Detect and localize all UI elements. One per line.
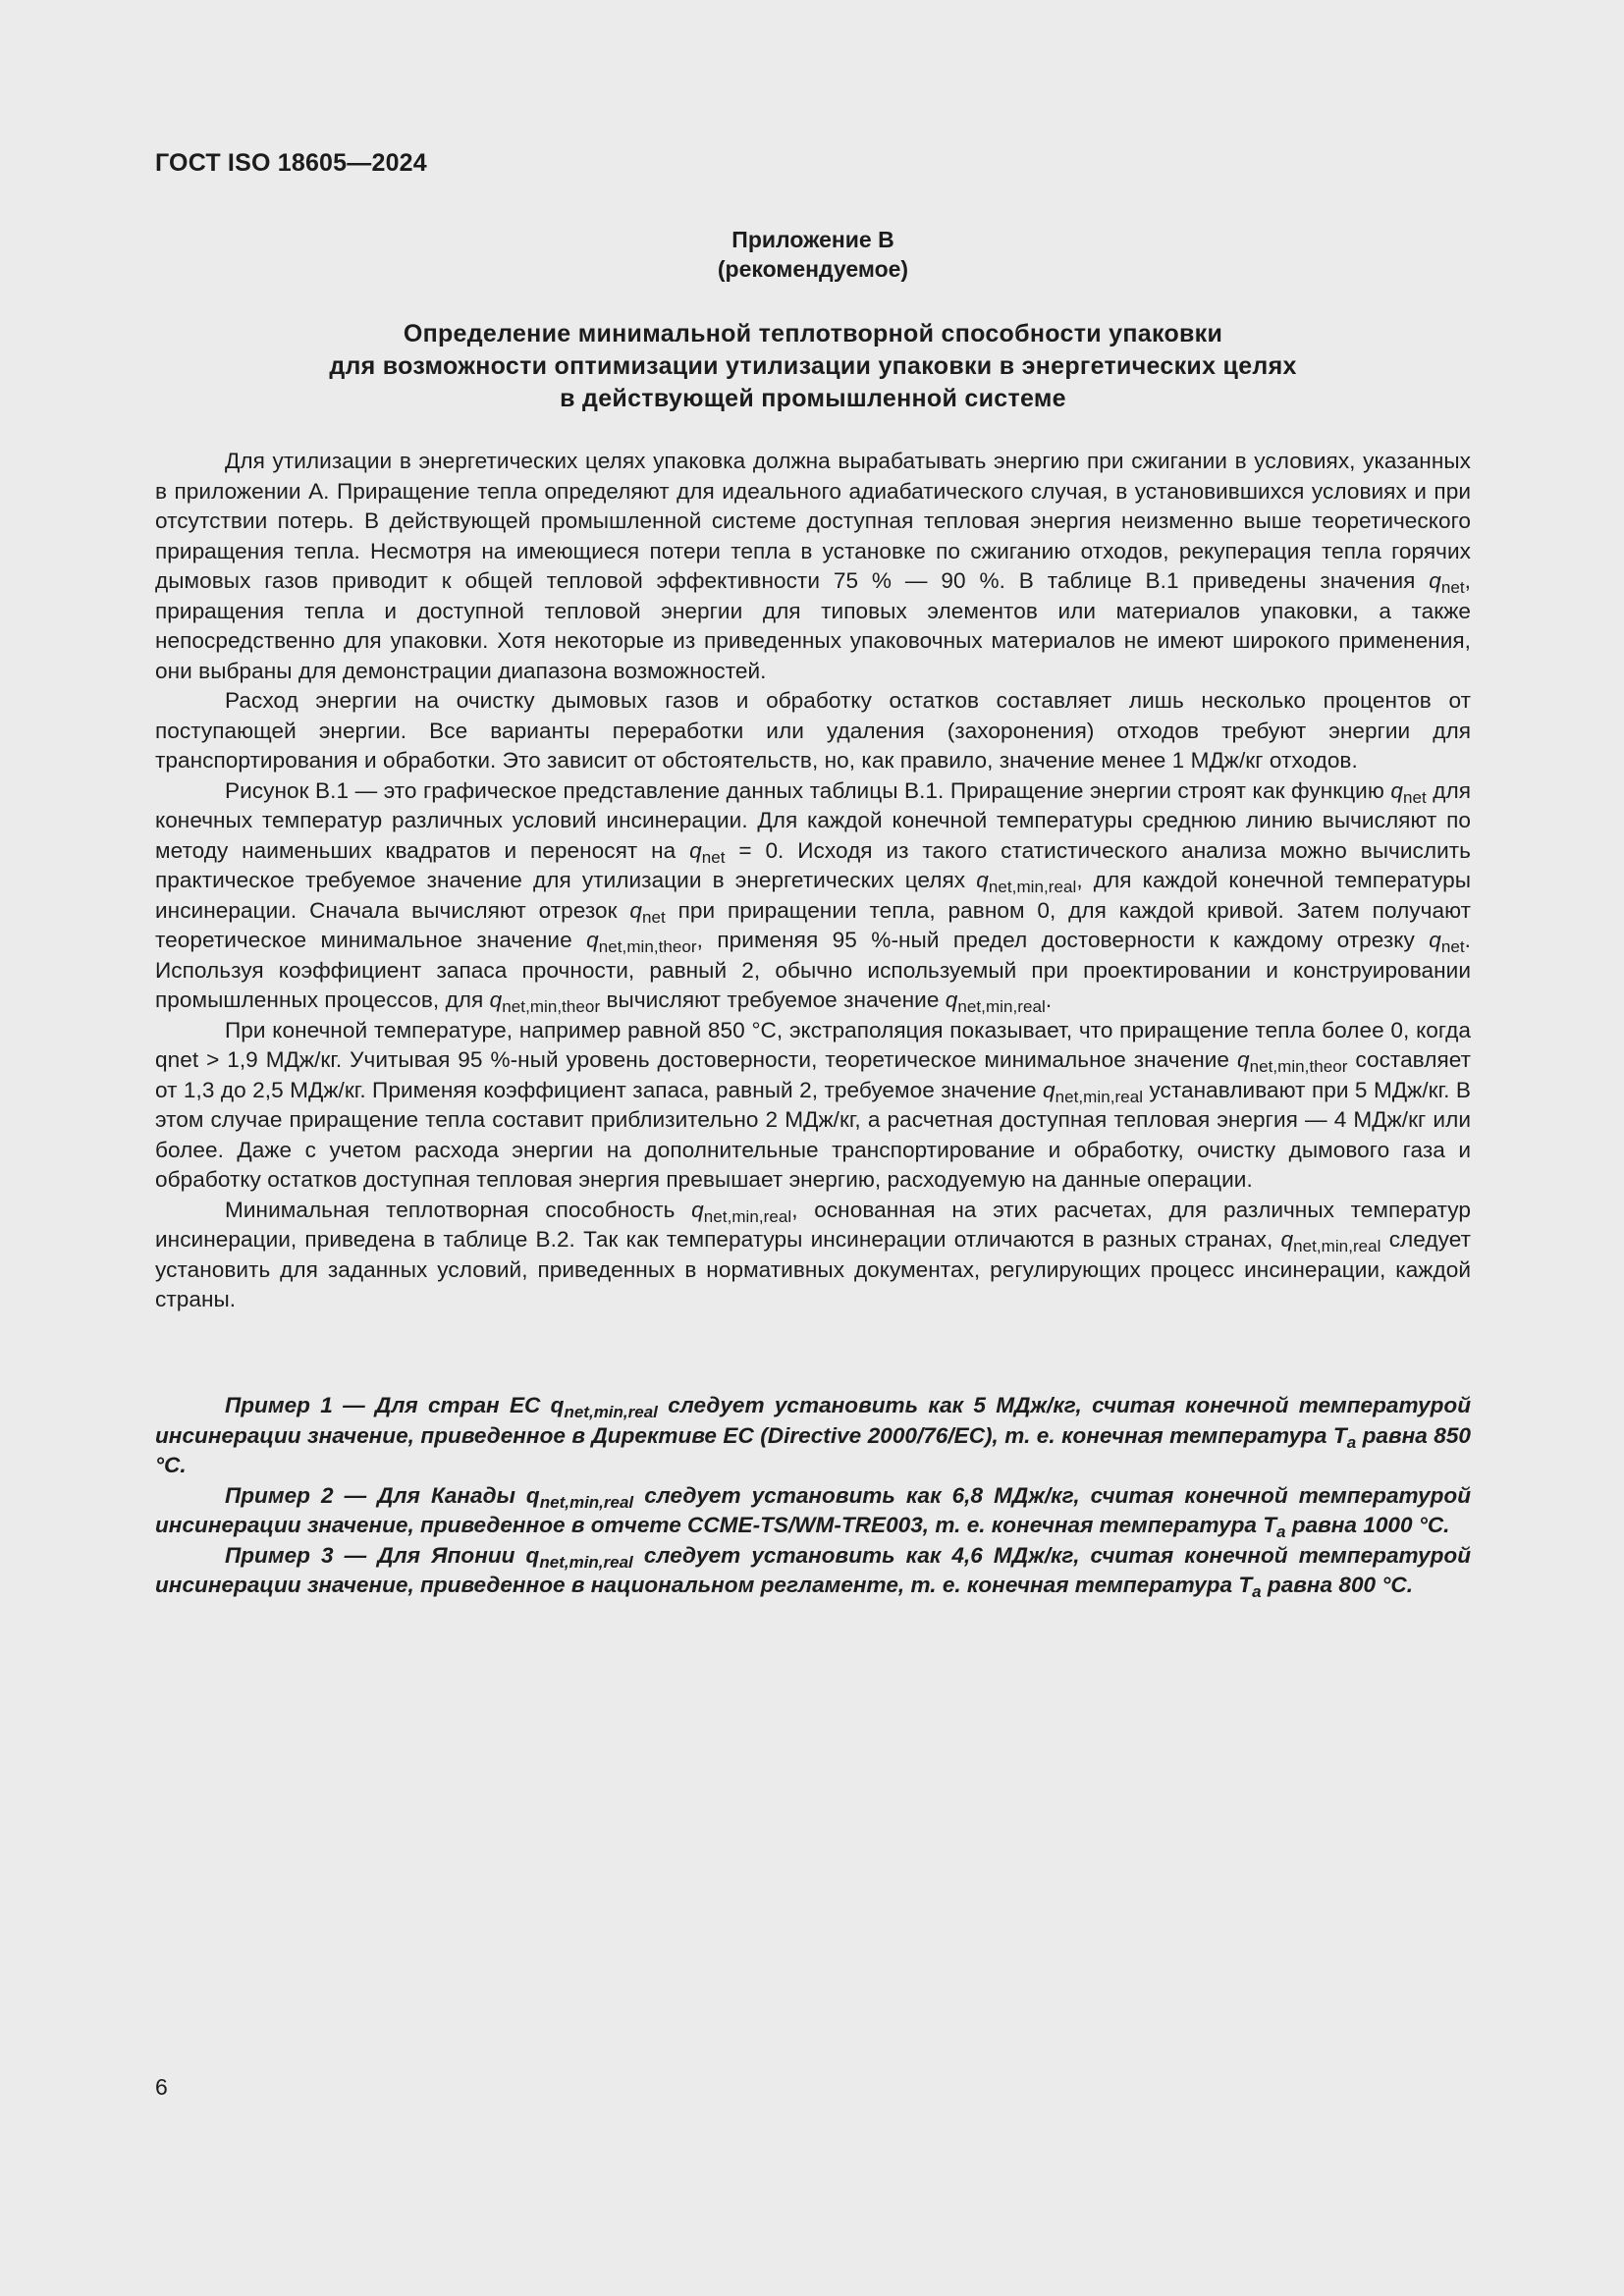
- annex-heading: [155, 225, 1471, 284]
- title-line-2: для возможности оптимизации утилизации упаковки в энергетических целях: [329, 352, 1297, 380]
- paragraph-2: Расход энергии на очистку дымовых газов и обработку остатков составляет лишь несколько процентов от поступающей энергии. Все варианты переработки или удаления (захоронения) отходов требуют энергии для транспортирования и обработки. Это зависит от обстоятельств, но, как правило, значение менее 1 МДж/кг отходов.: [155, 688, 1471, 773]
- example-2: Пример 2 — Для Канады $q_{net,min,real}$ следует установить как 6,8 МДж/кг, считая конечной температурой инсинерации значение, приведенное в отчете CCME-TS/WM-TRE003, т. е. конечная температура $T_a$ равна 1000 °С.: [155, 1482, 1472, 1541]
- paragraph-1: Для утилизации в энергетических целях упаковка должна вырабатывать энергию при сжигании в условиях, указанных в приложении А. Приращение тепла определяют для идеального адиабатического случая, в установившихся условиях и при отсутствии потерь. В действующей промышленной системе доступная тепловая энергия неизменно выше теоретического приращения тепла. Несмотря на имеющиеся потери тепла в установке по сжиганию отходов, рекуперация тепла горячих дымовых газов приводит к общей тепловой эффективности 75 % — 90 %. В таблице В.1 приведены значения $q_{net}$, приращения тепла и доступной тепловой энергии для типовых элементов или материалов упаковки, а также непосредственно для упаковки. Хотя некоторые из приведенных упаковочных материалов не имеют широкого применения, они выбраны для демонстрации диапазона возможностей.: [155, 449, 1471, 683]
- standard-header: ГОСТ ISO 18605—2024: [155, 149, 427, 177]
- examples: [155, 1391, 1471, 1601]
- example-3: Пример 3 — Для Японии $q_{net,min,real}$ следует установить как 4,6 МДж/кг, считая конечной температурой инсинерации значение, приведенное в национальном регламенте, т. е. конечная температура $T_a$ равна 800 °С.: [155, 1542, 1472, 1601]
- annex-title: Приложение В: [731, 227, 894, 252]
- document-title: [155, 318, 1471, 415]
- example-1: Пример 1 — Для стран ЕС $q_{net,min,real}$ следует установить как 5 МДж/кг, считая конечной температурой инсинерации значение, приведенное в Директиве ЕС (Directive 2000/76/EC), т. е. конечная температура $T_a$ равна 850 °С.: [155, 1393, 1471, 1477]
- annex-status: (рекомендуемое): [717, 256, 909, 282]
- title-line-1: Определение минимальной теплотворной способности упаковки: [403, 320, 1223, 347]
- paragraph-3: Рисунок В.1 — это графическое представление данных таблицы В.1. Приращение энергии строят как функцию $q_{net}$ для конечных температур различных условий инсинерации. Для каждой конечной температуры среднюю линию вычисляют по методу наименьших квадратов и переносят на $q_{net} = 0$. Исходя из такого статистического анализа можно вычислить практическое требуемое значение для утилизации в энергетических целях $q_{net,min,real}$, для каждой конечной температуры инсинерации. Сначала вычисляют отрезок $q_{net}$ при приращении тепла, равном 0, для каждой кривой. Затем получают теоретическое минимальное значение $q_{net,min,theor}$, применяя 95 %-ный предел достоверности к каждому отрезку $q_{net}$. Используя коэффициент запаса прочности, равный 2, обычно используемый при проектировании и конструировании промышленных процессов, для $q_{net,min,theor}$ вычисляют требуемое значение $q_{net,min,real}$.: [155, 777, 1471, 1016]
- body-text: [155, 447, 1471, 1315]
- paragraph-4: При конечной температуре, например равной 850 °С, экстраполяция показывает, что приращение тепла более 0, когда qnet > 1,9 МДж/кг. Учитывая 95 %-ный уровень достоверности, теоретическое минимальное значение $q_{net,min,theor}$ составляет от 1,3 до 2,5 МДж/кг. Применяя коэффициент запаса, равный 2, требуемое значение $q_{net,min,real}$ устанавливают при 5 МДж/кг. В этом случае приращение тепла составит приблизительно 2 МДж/кг, а расчетная доступная тепловая энергия — 4 МДж/кг или более. Даже с учетом расхода энергии на дополнительные транспортирование и обработку, очистку дымового газа и обработку остатков доступная тепловая энергия превышает энергию, расходуемую на данные операции.: [155, 1017, 1472, 1192]
- title-line-3: в действующей промышленной системе: [560, 385, 1066, 412]
- page-number: 6: [155, 2074, 168, 2100]
- paragraph-5: Минимальная теплотворная способность $q_{net,min,real}$, основанная на этих расчетах, для различных температур инсинерации, приведена в таблице В.2. Так как температуры инсинерации отличаются в разных странах, $q_{net,min,real}$ следует установить для заданных условий, приведенных в нормативных документах, регулирующих процесс инсинерации, каждой страны.: [155, 1197, 1471, 1311]
